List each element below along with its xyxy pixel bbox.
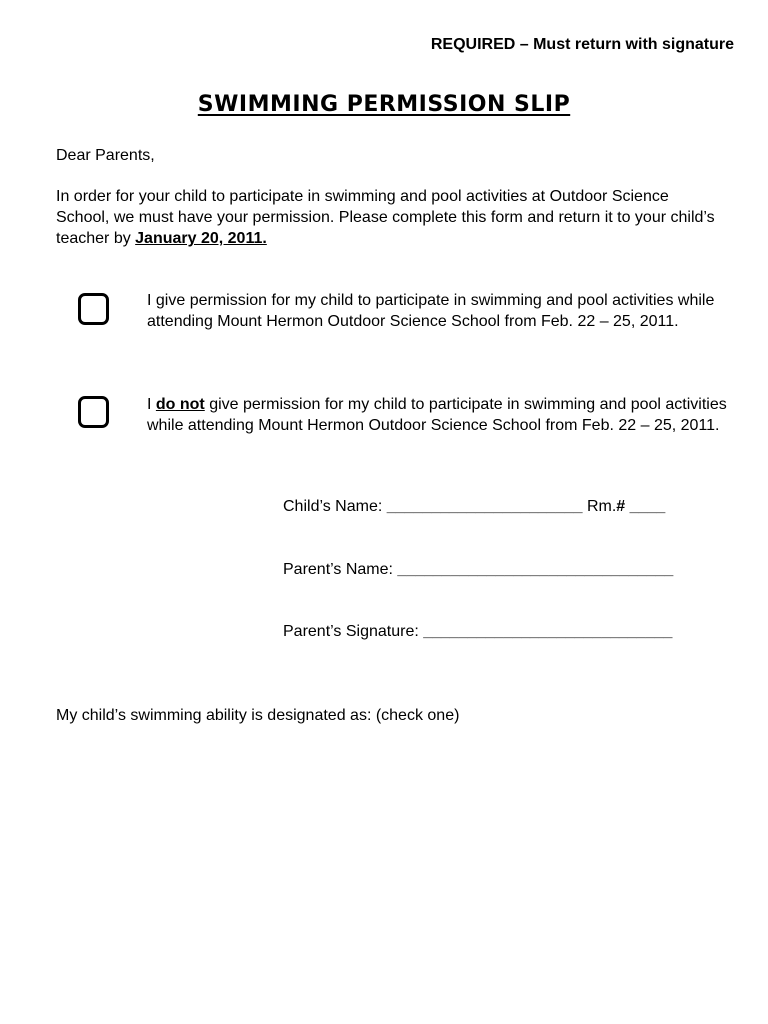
give-permission-text: I give permission for my child to participate in swimming and pool activities while attending Mount Hermon Outdoor Science School from Feb. 22 – 25, 2011. — [147, 292, 715, 330]
child-name-row — [283, 498, 665, 516]
intro-text: In order for your child to participate in swimming and pool activities at Outdoor Science School, we must have your permission. Please complete this form and return it to your child’s teacher by — [56, 188, 715, 247]
parent-signature-label: Parent’s Signature: — [283, 623, 424, 640]
intro-paragraph — [56, 186, 716, 249]
do-not-emphasis: do not — [155, 396, 205, 413]
deny-permission-checkbox[interactable] — [78, 396, 109, 428]
parent-signature-row — [283, 623, 672, 641]
room-number-field[interactable]: # ____ — [616, 498, 666, 515]
give-permission-checkbox[interactable] — [78, 293, 109, 325]
room-label: Rm. — [582, 498, 617, 515]
deadline-date: January 20, 2011. — [135, 230, 267, 247]
parent-name-row — [283, 561, 673, 579]
deny-rest: give permission for my child to participate in swimming and pool activities while attending Mount Hermon Outdoor Science School from Feb. 22 – 25, 2011. — [147, 396, 727, 434]
required-notice: REQUIRED – Must return with signature — [430, 36, 734, 53]
parent-name-field[interactable]: _______________________________ — [397, 561, 674, 578]
swimming-ability-prompt: My child’s swimming ability is designated as: (check one) — [56, 707, 460, 724]
parent-signature-field[interactable]: ____________________________ — [423, 623, 673, 640]
child-name-field[interactable]: ______________________ — [386, 498, 583, 515]
child-name-label: Child’s Name: — [283, 498, 387, 515]
salutation: Dear Parents, — [56, 147, 155, 164]
parent-name-label: Parent’s Name: — [283, 561, 398, 578]
deny-permission-text — [147, 394, 737, 436]
page-title: SWIMMING PERMISSION SLIP — [197, 92, 571, 117]
deny-prefix: I — [147, 396, 156, 413]
